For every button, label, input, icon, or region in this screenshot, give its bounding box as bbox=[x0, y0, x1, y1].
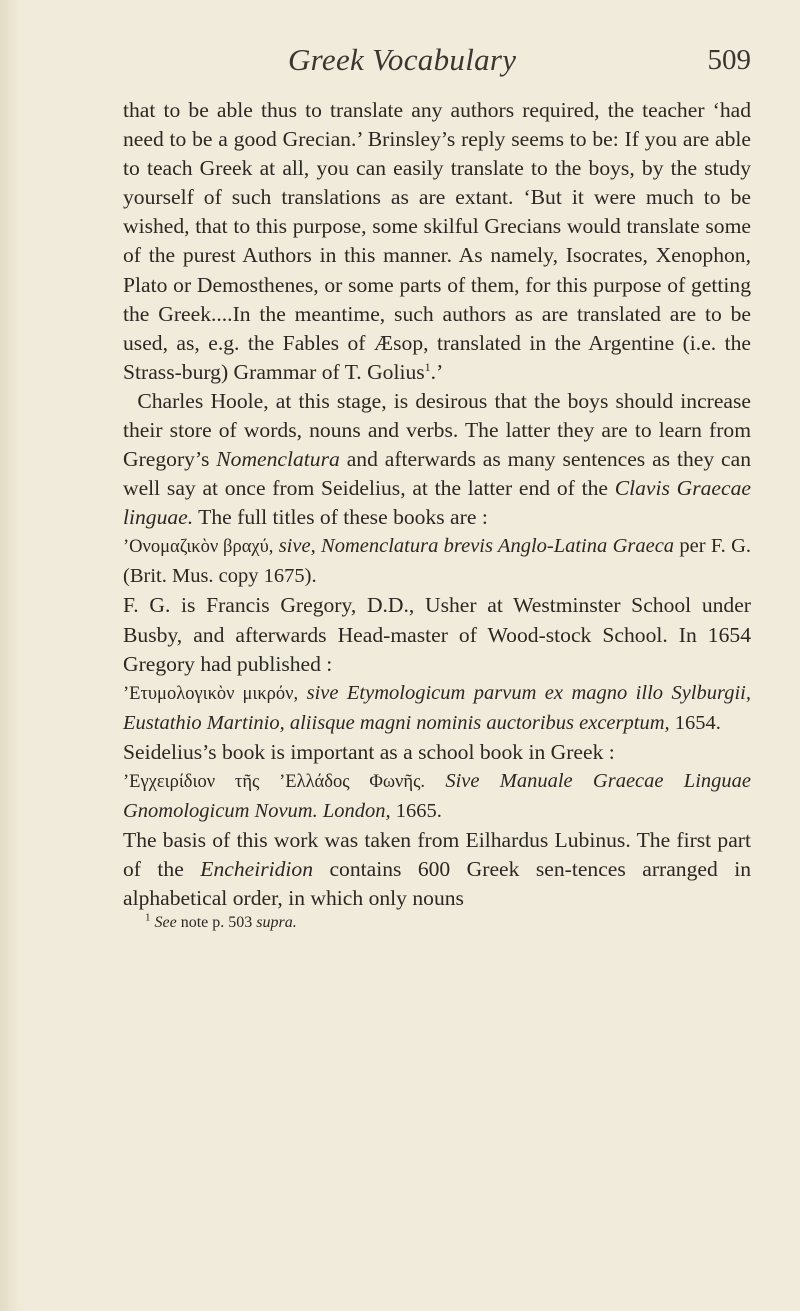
title-entry-nomenclatura bbox=[123, 532, 751, 591]
footnote-marker: 1 bbox=[424, 359, 431, 374]
title-entry-rest: 1665. bbox=[390, 799, 442, 822]
paragraph-2 bbox=[123, 387, 751, 532]
greek-title: ’Ετυμολογικὸν μικρόν, bbox=[123, 683, 299, 704]
paragraph-4-text: Seidelius’s book is important as a school book in Greek : bbox=[123, 739, 615, 764]
footnote-supra: supra. bbox=[256, 914, 297, 932]
paragraph-5-text-a: The basis of this work was taken from Eilhardus Lubinus. The first part of the bbox=[123, 827, 751, 881]
latin-title: sive Etymologicum parvum ex magno illo Sylburgii, Eustathio Martinio, aliisque magni nominis auctoribus excerptum, bbox=[123, 681, 751, 734]
paragraph-1-end: .’ bbox=[430, 359, 444, 384]
title-entry-etymologicum bbox=[123, 679, 751, 738]
page-number: 509 bbox=[707, 44, 751, 76]
paragraph-2-text-e: The full titles of these books are : bbox=[193, 505, 488, 530]
latin-title: Sive Manuale Graecae Linguae Gnomologicum Novum. London, bbox=[123, 769, 751, 822]
paragraph-1 bbox=[123, 96, 751, 387]
nomenclatura-title: Nomenclatura bbox=[216, 447, 340, 472]
title-entry-rest: per F. G. (Brit. Mus. copy 1675). bbox=[123, 535, 752, 588]
page-header bbox=[123, 0, 751, 90]
greek-title: ’Εγχειρίδιον τῆς ’Ελλάδος Φωνῆς. bbox=[123, 771, 426, 792]
footnote bbox=[123, 913, 751, 933]
footnote-text: note p. 503 bbox=[176, 914, 257, 932]
paragraph-2-text-a: Charles Hoole, at this stage, is desirous that the boys should increase their store of words, nouns and verbs. The latter they are to learn from Gregory’s bbox=[123, 388, 751, 472]
page-gutter-shadow bbox=[0, 0, 26, 1311]
paragraph-5 bbox=[123, 826, 751, 913]
paragraph-1-text: that to be able thus to translate any authors required, the teacher ‘had need to be a good Grecian.’ Brinsley’s reply seems to be: If you are able to teach Greek at all, you can easily translate to the boys, by the study yourself of such translations as are extant. ‘But it were much to be wished, that to this purpose, some skilful Grecians would translate some of the purest Authors in this manner. As namely, Isocrates, Xenophon, Plato or Demosthenes, or some parts of them, for this purpose of getting the Greek....In the meantime, such authors as are translated are to be used, as, e.g. the Fables of Æsop, translated in the Argentine (i.e. the Strass-burg) Grammar of T. Golius bbox=[123, 98, 751, 384]
paragraph-2-text-c: and afterwards as many sentences as they can well say at once from Seidelius, at the latter end of the bbox=[123, 447, 751, 501]
paragraph-3-text: F. G. is Francis Gregory, D.D., Usher at Westminster School under Busby, and afterwards Head-master of Wood-stock School. In 1654 Gregory had published : bbox=[123, 593, 751, 676]
paragraph-5-text-c: contains 600 Greek sen-tences arranged in alphabetical order, in which only nouns bbox=[123, 856, 751, 910]
footnote-see: See bbox=[154, 914, 177, 932]
clavis-title: Clavis Graecae linguae. bbox=[123, 476, 751, 530]
title-entry-rest: 1654. bbox=[669, 711, 721, 734]
encheiridion-title: Encheiridion bbox=[200, 856, 313, 881]
paragraph-3 bbox=[123, 591, 751, 678]
body-text bbox=[123, 96, 751, 913]
footnote-number: 1 bbox=[145, 911, 151, 924]
latin-title: sive, Nomenclatura brevis Anglo-Latina Graeca bbox=[273, 535, 675, 558]
book-page bbox=[123, 0, 751, 933]
title-entry-encheiridion bbox=[123, 767, 751, 826]
greek-title: ’Ονομαζικὸν βραχύ, bbox=[123, 537, 274, 558]
running-title: Greek Vocabulary bbox=[288, 42, 517, 77]
paragraph-4 bbox=[123, 738, 751, 767]
